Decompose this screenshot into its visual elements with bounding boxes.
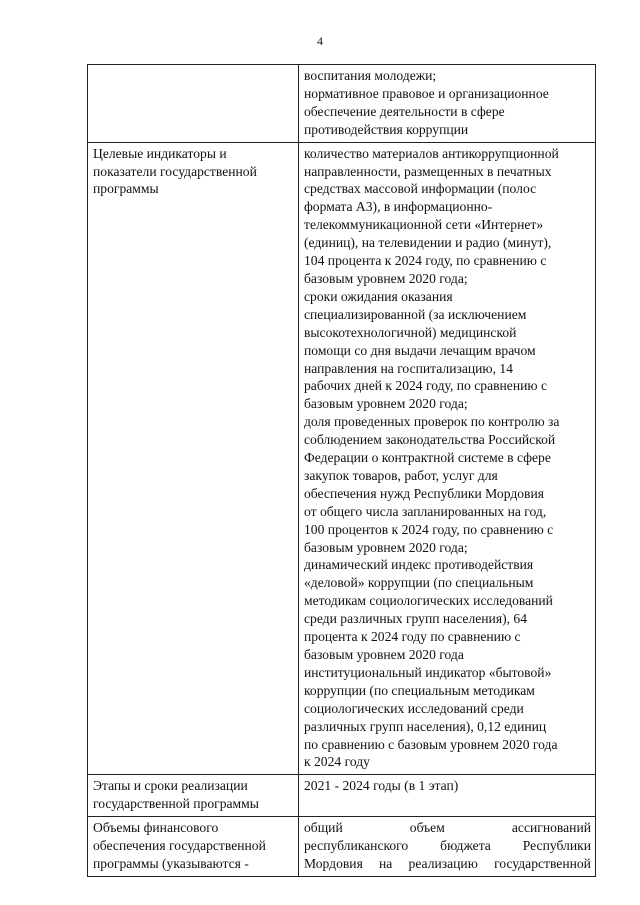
- value-line: 2021 - 2024 годы (в 1 этап): [304, 778, 459, 794]
- value-line: доля проведенных проверок по контролю за: [304, 414, 560, 430]
- value-word: республиканского: [304, 838, 409, 854]
- table-row: [88, 142, 596, 775]
- value-line: «деловой» коррупции (по специальным: [304, 575, 534, 591]
- value-line: различных групп населения), 0,12 единиц: [304, 718, 547, 734]
- label-line: обеспечения государственной: [93, 838, 266, 854]
- page-number: 4: [317, 34, 323, 48]
- label-line: показатели государственной: [93, 163, 257, 179]
- value-line: рабочих дней к 2024 году, по сравнению с: [304, 378, 547, 394]
- row-value-cell: [299, 817, 596, 877]
- value-line: коррупции (по специальным методикам: [304, 682, 535, 698]
- value-line: телекоммуникационной сети «Интернет»: [304, 217, 544, 233]
- label-line: программы (указываются -: [93, 855, 249, 871]
- label-line: Целевые индикаторы и: [93, 145, 227, 161]
- value-line: направленности, размещенных в печатных: [304, 163, 552, 179]
- value-line: базовым уровнем 2020 года: [304, 647, 464, 662]
- value-line: высокотехнологичной) медицинской: [304, 324, 517, 340]
- row-value-cell: [299, 65, 596, 143]
- value-line: динамический индекс противодействия: [304, 557, 534, 573]
- value-line: от общего числа запланированных на год,: [304, 503, 547, 519]
- row-label-cell: [88, 65, 299, 143]
- table-row: [88, 65, 596, 143]
- value-line: [304, 855, 591, 873]
- value-line: [304, 819, 591, 837]
- row-label-cell: [88, 817, 299, 877]
- value-line: помощи со дня выдачи лечащим врачом: [304, 342, 536, 358]
- value-line: базовым уровнем 2020 года;: [304, 396, 468, 412]
- value-line: направления на госпитализацию, 14: [304, 360, 513, 376]
- value-line: соблюдением законодательства Российской: [304, 432, 556, 448]
- table-row: [88, 775, 596, 817]
- value-word: ассигнований: [511, 820, 591, 836]
- value-line: формата А3), в информационно-: [304, 199, 493, 215]
- value-word: Мордовия: [304, 855, 363, 871]
- value-word: объем: [409, 820, 445, 836]
- value-line: базовым уровнем 2020 года;: [304, 539, 468, 555]
- row-label-cell: [88, 775, 299, 817]
- value-line: 104 процента к 2024 году, по сравнению с: [304, 253, 547, 269]
- value-line: методикам социологических исследований: [304, 593, 553, 609]
- value-word: общий: [304, 820, 343, 836]
- label-line: государственной программы: [93, 796, 259, 812]
- row-label-cell: [88, 142, 299, 775]
- value-line: нормативное правовое и организационное: [304, 85, 549, 101]
- value-line: социологических исследований среди: [304, 700, 524, 716]
- value-line: воспитания молодежи;: [304, 68, 437, 83]
- label-line: Этапы и сроки реализации: [93, 778, 248, 794]
- value-line: [304, 837, 591, 855]
- value-word: государственной: [494, 855, 591, 871]
- value-line: Федерации о контрактной системе в сфере: [304, 450, 551, 466]
- value-line: к 2024 году: [304, 754, 370, 770]
- label-line: программы: [93, 181, 159, 197]
- value-line: количество материалов антикоррупционной: [304, 145, 559, 161]
- value-line: противодействия коррупции: [304, 121, 469, 137]
- value-line: процента к 2024 году по сравнению с: [304, 629, 521, 645]
- value-line: закупок товаров, работ, услуг для: [304, 467, 498, 483]
- value-line: сроки ожидания оказания: [304, 288, 453, 304]
- value-line: (единиц), на телевидении и радио (минут),: [304, 235, 552, 251]
- value-word: Республики: [522, 838, 591, 854]
- row-value-cell: [299, 775, 596, 817]
- table-row: [88, 817, 596, 877]
- row-value-cell: [299, 142, 596, 775]
- value-line: специализированной (за исключением: [304, 306, 527, 322]
- value-line: среди различных групп населения), 64: [304, 611, 527, 627]
- value-line: обеспечения нужд Республики Мордовия: [304, 485, 544, 501]
- value-line: базовым уровнем 2020 года;: [304, 270, 468, 286]
- value-word: реализацию: [408, 855, 478, 871]
- value-line: обеспечение деятельности в сфере: [304, 103, 505, 119]
- value-word: бюджета: [440, 838, 491, 854]
- value-line: институциональный индикатор «бытовой»: [304, 664, 552, 680]
- value-line: по сравнению с базовым уровнем 2020 года: [304, 736, 558, 752]
- value-word: на: [379, 855, 393, 871]
- value-line: 100 процентов к 2024 году, по сравнению с: [304, 521, 554, 537]
- value-line: средствах массовой информации (полос: [304, 181, 537, 197]
- program-passport-table: [87, 64, 596, 877]
- label-line: Объемы финансового: [93, 820, 219, 836]
